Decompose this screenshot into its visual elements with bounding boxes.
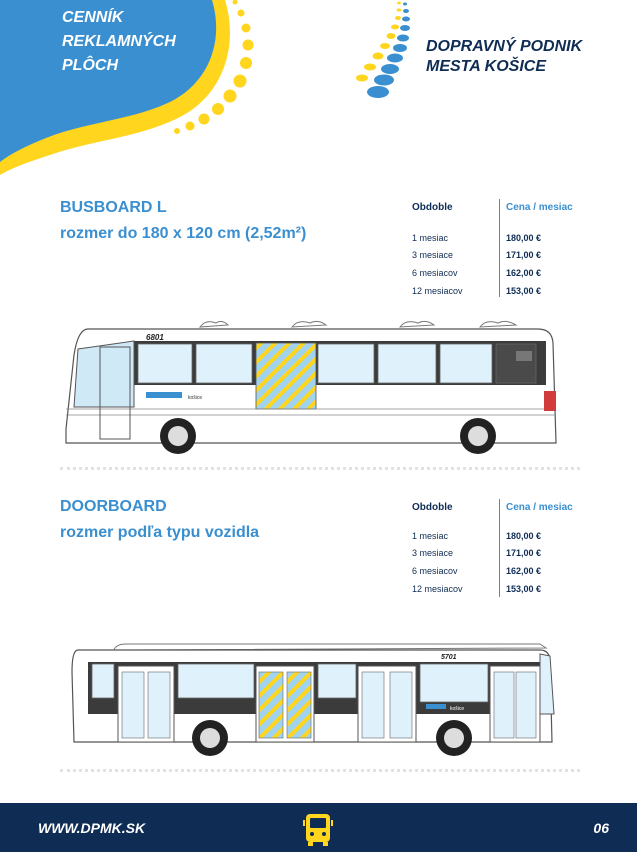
period-cell: 3 mesiace — [412, 250, 454, 260]
doorboard-size: rozmer podľa typu vozidla — [60, 524, 260, 541]
bus-number: 5701 — [441, 654, 457, 661]
section-divider — [60, 467, 580, 470]
price-row — [412, 286, 582, 304]
company-logo-mark — [350, 0, 430, 104]
price-row — [412, 531, 582, 549]
bus-brand: košice — [450, 706, 465, 712]
period-cell: 12 mesiacov — [412, 584, 463, 594]
period-cell: 1 mesiac — [412, 531, 449, 541]
price-row — [412, 233, 582, 251]
period-cell: 6 mesiacov — [412, 566, 458, 576]
price-cell: 171,00 € — [506, 250, 542, 260]
period-cell: 1 mesiac — [412, 233, 449, 243]
doorboard-title: DOORBOARD — [60, 498, 167, 515]
column-header-period: Obdoble — [412, 202, 453, 213]
price-row — [412, 268, 582, 286]
column-header-price: Cena / mesiac — [506, 202, 573, 213]
company-name — [426, 37, 582, 77]
website-url: WWW.DPMK.SK — [38, 820, 146, 836]
doorboard-heading — [60, 494, 259, 546]
price-row — [412, 566, 582, 584]
period-cell: 6 mesiacov — [412, 268, 458, 278]
busboard-size: rozmer do 180 x 120 cm (2,52m²) — [60, 225, 307, 242]
bus-number: 6801 — [146, 333, 164, 342]
period-cell: 12 mesiacov — [412, 286, 463, 296]
brochure-title — [62, 6, 176, 78]
column-header-price: Cena / mesiac — [506, 502, 573, 513]
price-cell: 180,00 € — [506, 531, 542, 541]
page-number: 06 — [593, 820, 609, 836]
period-cell: 3 mesiace — [412, 548, 454, 558]
title-line-3: PLÔCH — [62, 57, 118, 74]
price-cell: 153,00 € — [506, 286, 542, 296]
bus-illustration-doorboard — [70, 642, 562, 758]
bus-icon — [300, 812, 336, 848]
title-line-1: CENNÍK — [62, 9, 124, 26]
busboard-heading — [60, 195, 306, 247]
price-row — [412, 584, 582, 602]
price-cell: 162,00 € — [506, 566, 542, 576]
price-cell: 180,00 € — [506, 233, 542, 243]
company-name-line-2: MESTA KOŠICE — [426, 58, 547, 75]
price-cell: 153,00 € — [506, 584, 542, 594]
price-cell: 162,00 € — [506, 268, 542, 278]
section-divider — [60, 769, 580, 772]
column-header-period: Obdoble — [412, 502, 453, 513]
price-row — [412, 548, 582, 566]
price-row — [412, 250, 582, 268]
bus-brand: košice — [188, 395, 203, 401]
title-line-2: REKLAMNÝCH — [62, 33, 176, 50]
bus-illustration-busboard — [60, 315, 560, 457]
busboard-title: BUSBOARD L — [60, 199, 167, 216]
price-cell: 171,00 € — [506, 548, 542, 558]
company-name-line-1: DOPRAVNÝ PODNIK — [426, 38, 583, 55]
